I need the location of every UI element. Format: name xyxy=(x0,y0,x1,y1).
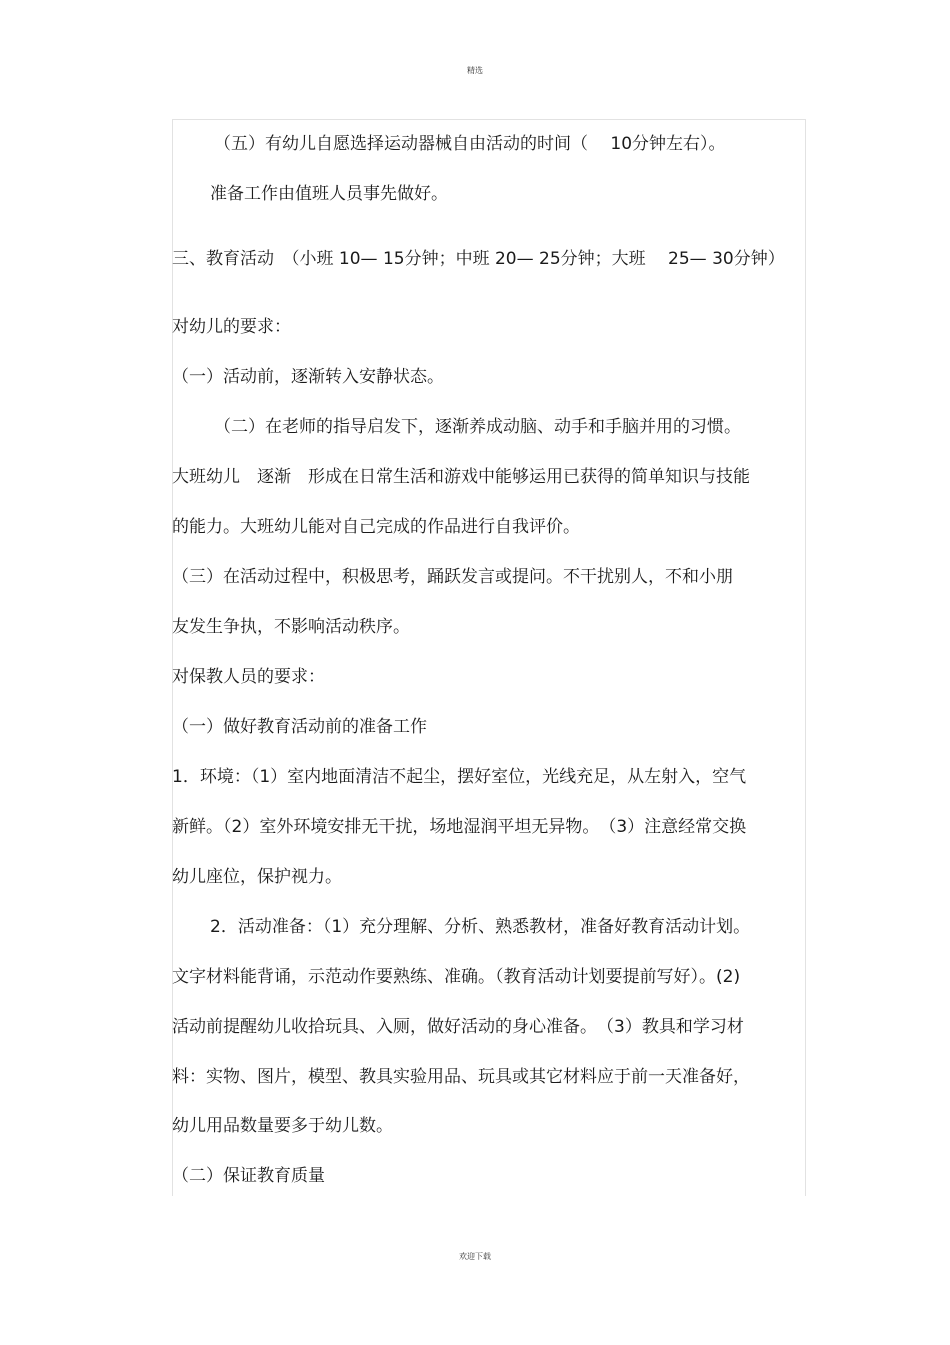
text-line-21: （二）保证教育质量 xyxy=(172,1166,325,1186)
section-heading-education: 三、教育活动 （小班 10— 15分钟；中班 20— 25分钟；大班 25— 30分钟） xyxy=(172,249,785,269)
text-line-18: 活动前提醒幼儿收拾玩具、入厕，做好活动的身心准备。 （3）教具和学习材 xyxy=(172,1017,744,1037)
text-line-8: 的能力。大班幼儿能对自己完成的作品进行自我评价。 xyxy=(172,517,580,537)
text-line-15: 幼儿座位，保护视力。 xyxy=(172,867,342,887)
text-line-14: 新鲜。（2）室外环境安排无干扰，场地湿润平坦无异物。 （3）注意经常交换 xyxy=(172,817,747,837)
text-line-19: 料：实物、图片，模型、教具实验用品、玩具或其它材料应于前一天准备好， xyxy=(172,1067,750,1087)
text-line-12: （一）做好教育活动前的准备工作 xyxy=(172,717,427,737)
text-line-20: 幼儿用品数量要多于幼儿数。 xyxy=(172,1116,393,1136)
text-line-13: 1．环境：（1）室内地面清洁不起尘，摆好室位，光线充足，从左射入，空气 xyxy=(172,767,747,787)
text-line-5: （一）活动前，逐渐转入安静状态。 xyxy=(172,367,444,387)
footer-watermark: 欢迎下载 xyxy=(459,1252,491,1261)
text-line-9: （三）在活动过程中，积极思考，踊跃发言或提问。不干扰别人，不和小朋 xyxy=(172,567,733,587)
text-line-17: 文字材料能背诵，示范动作要熟练、准确。（教育活动计划要提前写好）。(2) xyxy=(172,967,741,987)
text-line-7: 大班幼儿 逐渐 形成在日常生活和游戏中能够运用已获得的简单知识与技能 xyxy=(172,467,750,487)
text-line-6: （二）在老师的指导启发下，逐渐养成动脑、动手和手脑并用的习惯。 xyxy=(214,417,741,437)
text-line-16: 2．活动准备：（1）充分理解、分析、熟悉教材，准备好教育活动计划。 xyxy=(210,917,751,937)
subheading-staff-requirements: 对保教人员的要求： xyxy=(172,667,325,687)
text-line-1: （五）有幼儿自愿选择运动器械自由活动的时间（ 10分钟左右）。 xyxy=(214,134,726,154)
text-line-2: 准备工作由值班人员事先做好。 xyxy=(210,184,448,204)
header-watermark: 精选 xyxy=(467,66,483,75)
text-line-10: 友发生争执，不影响活动秩序。 xyxy=(172,617,410,637)
subheading-child-requirements: 对幼儿的要求： xyxy=(172,317,291,337)
